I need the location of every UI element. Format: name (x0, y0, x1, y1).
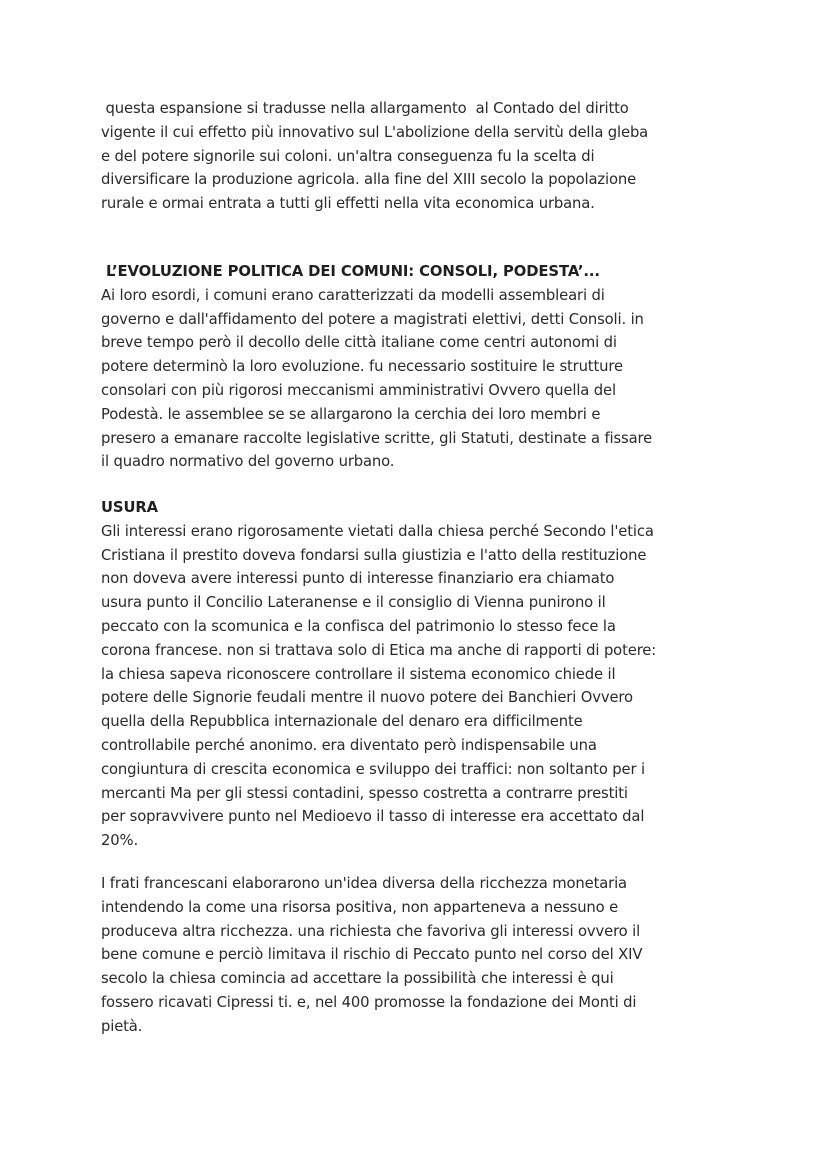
text-line: diversificare la produzione agricola. alla fine del XIII secolo la popolazione (101, 171, 637, 189)
text-line: congiuntura di crescita economica e sviluppo dei traffici: non soltanto per i (101, 760, 645, 778)
text-line: Gli interessi erano rigorosamente vietati dalla chiesa perché Secondo l'etica (101, 522, 654, 540)
paragraph-franciscans (101, 872, 741, 1039)
text-line: fossero ricavati Cipressi ti. e, nel 400 promosse la fondazione dei Monti di (101, 993, 637, 1011)
text-line: 20%. (101, 832, 138, 850)
text-line: governo e dall'affidamento del potere a magistrati elettivi, detti Consoli. in (101, 310, 644, 328)
section-heading: USURA (101, 499, 159, 516)
text-line: secolo la chiesa comincia ad accettare la possibilità che interessi è qui (101, 970, 614, 988)
text-line: peccato con la scomunica e la confisca del patrimonio lo stesso fece la (101, 617, 616, 635)
text-line: potere determinò la loro evoluzione. fu necessario sostituire le strutture (101, 358, 623, 376)
text-line: Cristiana il prestito doveva fondarsi sulla giustizia e l'atto della restituzione (101, 546, 647, 564)
text-line: la chiesa sapeva riconoscere controllare il sistema economico chiede il (101, 665, 616, 683)
section-heading: L’EVOLUZIONE POLITICA DEI COMUNI: CONSOLI, PODESTA’... (101, 263, 600, 280)
text-line: vigente il cui effetto più innovativo sul L'abolizione della servitù della gleba (101, 123, 649, 141)
text-line: intendendo la come una risorsa positiva, non apparteneva a nessuno e (101, 898, 619, 916)
text-line: non doveva avere interessi punto di interesse finanziario era chiamato (101, 570, 615, 588)
text-line: e del potere signorile sui coloni. un'altra conseguenza fu la scelta di (101, 147, 595, 165)
section-political-evolution (101, 260, 741, 474)
text-line: pietà. (101, 1017, 143, 1035)
text-line: presero a emanare raccolte legislative scritte, gli Statuti, destinate a fissare (101, 429, 653, 447)
section-usura (101, 496, 741, 853)
text-line: potere delle Signorie feudali mentre il nuovo potere dei Banchieri Ovvero (101, 689, 633, 707)
text-line: controllabile perché anonimo. era diventato però indispensabile una (101, 736, 597, 754)
text-line: Podestà. le assemblee se se allargarono la cerchia dei loro membri e (101, 405, 601, 423)
text-line: I frati francescani elaborarono un'idea diversa della ricchezza monetaria (101, 875, 627, 892)
text-line: usura punto il Concilio Lateranense e il consiglio di Vienna punirono il (101, 594, 606, 612)
text-line: produceva altra ricchezza. una richiesta che favoriva gli interessi ovvero il (101, 922, 641, 940)
text-line: mercanti Ma per gli stessi contadini, spesso costretta a contrarre prestiti (101, 784, 628, 802)
paragraph-expansion (101, 97, 741, 216)
text-line: per sopravvivere punto nel Medioevo il tasso di interesse era accettato dal (101, 808, 645, 826)
text-line: bene comune e perciò limitava il rischio di Peccato punto nel corso del XIV (101, 946, 643, 964)
text-line: il quadro normativo del governo urbano. (101, 453, 395, 471)
text-line: Ai loro esordi, i comuni erano caratterizzati da modelli assembleari di (101, 286, 605, 304)
text-line: quella della Repubblica internazionale del denaro era difficilmente (101, 713, 583, 731)
text-line: consolari con più rigorosi meccanismi amministrativi Ovvero quella del (101, 381, 616, 399)
text-line: rurale e ormai entrata a tutti gli effetti nella vita economica urbana. (101, 195, 595, 213)
text-line: breve tempo però il decollo delle città italiane come centri autonomi di (101, 334, 617, 352)
text-line: questa espansione si tradusse nella allargamento al Contado del diritto (101, 100, 629, 117)
text-line: corona francese. non si trattava solo di Etica ma anche di rapporti di potere: (101, 641, 657, 659)
